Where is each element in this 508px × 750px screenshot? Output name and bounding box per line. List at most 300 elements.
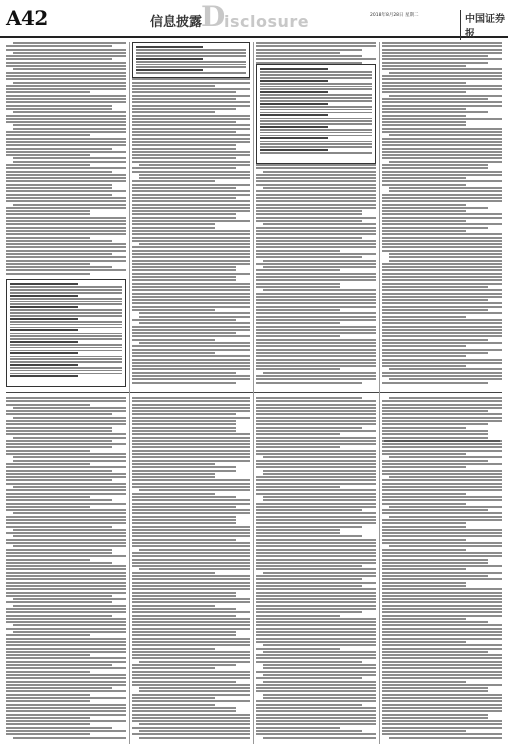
text-line [256,362,376,364]
text-line [6,552,112,554]
text-line [382,352,488,354]
text-line [139,342,250,344]
text-line [256,319,376,321]
text-line [132,141,250,143]
text-line [6,404,90,406]
text-line [382,582,466,584]
text-line [382,326,502,328]
text-line [132,134,250,136]
text-line [132,654,250,656]
box-text-line [260,112,372,114]
text-line [6,588,126,590]
box-text-line [10,327,122,329]
text-line [132,144,236,146]
text-line [382,526,466,528]
text-line [6,562,112,564]
text-line [256,423,376,425]
text-line [6,539,126,541]
text-line [132,651,250,653]
text-line [132,710,236,712]
text-line [6,681,126,683]
text-line [132,463,215,465]
text-line [382,207,488,209]
text-line [382,154,502,156]
text-line [256,45,376,47]
text-line [139,687,250,689]
text-line [132,456,250,458]
text-line [132,161,250,163]
text-line [132,335,250,337]
text-line [256,493,376,495]
text-line [6,522,126,524]
text-line [256,213,362,215]
text-line [6,503,126,505]
text-line [132,407,250,409]
text-line [132,309,215,311]
text-line [132,167,236,169]
text-line [6,105,112,107]
text-line [382,171,502,173]
text-line [6,509,126,511]
text-line [256,440,376,442]
text-line [132,302,250,304]
text-line [256,539,376,541]
text-line [256,605,376,607]
text-line [132,450,250,452]
text-line [6,151,126,153]
text-line [256,568,376,570]
text-line [382,220,466,222]
text-line [256,276,376,278]
text-line [382,615,502,617]
text-line [256,723,376,725]
text-line [132,519,236,521]
text-line [256,184,376,186]
text-line [382,335,502,337]
text-line [6,187,112,189]
text-line [256,427,362,429]
text-line [389,476,502,478]
text-line [132,413,236,415]
text-line [256,326,376,328]
text-line [132,506,236,508]
text-line [256,194,376,196]
text-line [139,322,250,324]
text-line [382,568,466,570]
text-line [132,555,250,557]
text-line [256,256,362,258]
text-line [256,535,362,537]
text-line [382,124,466,126]
text-line [256,410,376,412]
text-line [132,671,250,673]
text-line [256,329,376,331]
text-line [256,237,362,239]
text-line [382,180,502,182]
text-line [6,171,112,173]
text-line [382,611,502,613]
text-line [263,651,376,653]
text-line [6,423,126,425]
text-line [382,283,502,285]
text-line [6,470,112,472]
box-text-line [10,373,122,375]
box-text-line [10,295,78,297]
text-line [263,694,376,696]
text-line [382,417,502,419]
text-line [6,210,90,212]
text-line [382,423,488,425]
text-line [6,227,126,229]
text-line [6,427,112,429]
text-line [6,608,126,610]
box-text-line [10,315,122,317]
text-line [132,375,250,377]
text-line [6,177,126,179]
text-line [256,167,376,169]
box-text-line [260,152,372,154]
text-line [256,55,362,57]
text-line [132,532,250,534]
text-line [13,68,126,70]
text-line [389,187,502,189]
text-line [382,101,502,103]
text-line [382,608,502,610]
text-line [256,368,340,370]
text-line [132,694,250,696]
text-line [256,349,376,351]
text-line [6,697,126,699]
text-line [132,618,250,620]
text-line [132,359,250,361]
text-line [382,138,502,140]
box-text-line [10,286,122,288]
text-line [263,572,376,574]
text-line [6,217,126,219]
text-line [6,592,126,594]
text-line [6,615,112,617]
text-line [132,417,250,419]
text-line [132,598,250,600]
text-line [6,85,126,87]
text-line [132,121,236,123]
text-line [256,489,376,491]
text-line [6,101,126,103]
text-line [132,266,236,268]
text-line [382,243,502,245]
text-line [6,677,126,679]
box-text-line [260,135,372,137]
lower-column-3 [256,397,376,744]
section-divider [6,392,502,393]
upper-column-2-notice-box [132,42,250,78]
box-text-line [10,361,122,363]
text-line [132,572,215,574]
text-line [6,443,126,445]
text-line [132,621,250,623]
text-line [256,463,376,465]
text-line [132,433,250,435]
text-line [382,118,502,120]
text-line [132,151,250,153]
text-line [132,410,250,412]
text-line [6,634,90,636]
text-line [132,453,250,455]
text-line [382,105,502,107]
text-line [6,714,126,716]
box-text-line [10,283,78,285]
text-line [382,286,488,288]
text-line [6,723,90,725]
text-line [132,329,250,331]
text-line [256,430,376,432]
text-line [382,512,502,514]
text-line [389,545,502,547]
text-line [132,720,250,722]
text-line [382,194,502,196]
text-line [389,253,502,255]
text-line [132,539,236,541]
text-line [132,496,236,498]
text-line [382,151,502,153]
text-line [382,210,466,212]
text-line [256,578,362,580]
text-line [382,443,502,445]
text-line [132,542,250,544]
section-title-en-initial: D [201,0,226,33]
text-line [6,184,112,186]
text-line [6,450,90,452]
text-line [256,322,340,324]
text-line [382,628,502,630]
text-line [382,299,488,301]
text-line [382,723,502,725]
text-line [13,486,126,488]
text-line [263,667,376,669]
text-line [139,164,250,166]
text-line [256,522,376,524]
text-line [6,565,126,567]
text-line [256,624,376,626]
text-line [6,585,126,587]
text-line [6,476,126,478]
text-line [132,101,250,103]
text-line [382,266,502,268]
text-line [382,727,502,729]
text-line [263,664,376,666]
text-line [6,638,126,640]
text-line [132,624,250,626]
text-line [132,115,250,117]
text-line [382,427,466,429]
text-line [382,529,502,531]
text-line [139,568,250,570]
text-line [132,446,250,448]
text-line [6,121,126,123]
text-line [256,335,340,337]
text-line [132,559,250,561]
text-line [382,306,502,308]
text-line [132,470,236,472]
text-line [382,128,502,130]
text-line [6,91,90,93]
box-text-line [260,68,328,70]
text-line [6,194,112,196]
text-line [6,200,126,202]
text-line [132,628,250,630]
text-line [132,339,215,341]
text-line [382,578,502,580]
text-line [6,572,126,574]
text-line [256,519,376,521]
text-line [256,714,376,716]
text-line [6,555,126,557]
text-line [382,539,466,541]
box-text-line [260,103,328,105]
box-text-line [260,143,372,145]
text-line [256,479,376,481]
text-line [382,204,466,206]
text-line [382,509,488,511]
text-line [256,345,376,347]
text-line [6,601,112,603]
text-line [256,526,362,528]
text-line [6,664,112,666]
box-text-line [10,312,122,314]
text-line [256,690,376,692]
text-line [256,174,376,176]
text-line [132,332,236,334]
box-text-line [260,94,372,96]
text-line [382,365,466,367]
text-line [132,124,250,126]
text-line [382,572,502,574]
text-line [6,489,126,491]
section-title-cn: 信息披露 [150,15,203,30]
box-text-line [260,109,372,111]
text-line [382,519,502,521]
text-line [382,62,488,64]
text-line [6,78,126,80]
column-rule [253,42,254,744]
text-line [382,263,502,265]
text-line [382,296,502,298]
box-text-line [136,55,246,57]
text-line [382,250,502,252]
text-line [132,269,236,271]
text-line [256,339,376,341]
text-line [256,177,376,179]
box-text-line [136,64,246,66]
text-line [382,273,502,275]
text-line [132,293,250,295]
text-line [132,611,250,613]
box-text-line [260,97,372,99]
text-line [139,174,250,176]
text-line [6,648,126,650]
text-line [13,529,126,531]
text-line [382,148,502,150]
text-line [132,230,250,232]
text-line [132,700,250,702]
text-line [263,223,376,225]
text-line [256,190,376,192]
text-line [132,88,250,90]
text-line [13,82,126,84]
box-text-line [10,329,78,331]
text-line [6,473,126,475]
text-line [256,509,362,511]
box-text-line [10,335,122,337]
text-line [132,220,250,222]
text-line [6,72,126,74]
upper-column-2 [132,42,250,388]
text-line [382,177,466,179]
text-line [382,407,502,409]
text-line [382,730,466,732]
text-line [382,483,502,485]
text-line [382,446,502,448]
text-line [382,433,488,435]
box-text-line [10,333,122,335]
text-line [132,118,250,120]
text-line [256,704,362,706]
text-line [382,704,502,706]
text-line [256,404,376,406]
text-line [389,397,502,399]
page-content [6,42,502,744]
upper-column-1-table-box [6,279,126,387]
text-line [256,476,376,478]
text-line [132,608,236,610]
text-line [256,382,362,384]
box-text-line [260,100,372,102]
text-line [382,78,502,80]
text-line [13,545,126,547]
text-line [256,595,376,597]
box-text-line [260,83,372,85]
lower-column-1 [6,397,126,744]
text-line [132,197,236,199]
text-line [6,273,90,275]
box-text-line [260,74,372,76]
text-line [132,319,236,321]
text-line [132,631,236,633]
text-line [382,312,502,314]
text-line [382,316,466,318]
text-line [132,605,215,607]
text-line [382,493,466,495]
text-line [263,674,376,676]
text-line [132,595,236,597]
text-line [132,296,250,298]
text-line [263,644,376,646]
text-line [382,657,502,659]
text-line [256,204,376,206]
text-line [6,58,112,60]
text-line [256,707,376,709]
text-line [382,687,488,689]
text-line [6,575,126,577]
text-line [6,516,126,518]
text-line [6,223,126,225]
text-line [382,707,502,709]
box-text-line [10,292,122,294]
text-line [6,253,112,255]
text-line [382,108,466,110]
text-line [256,588,376,590]
text-line [6,466,126,468]
